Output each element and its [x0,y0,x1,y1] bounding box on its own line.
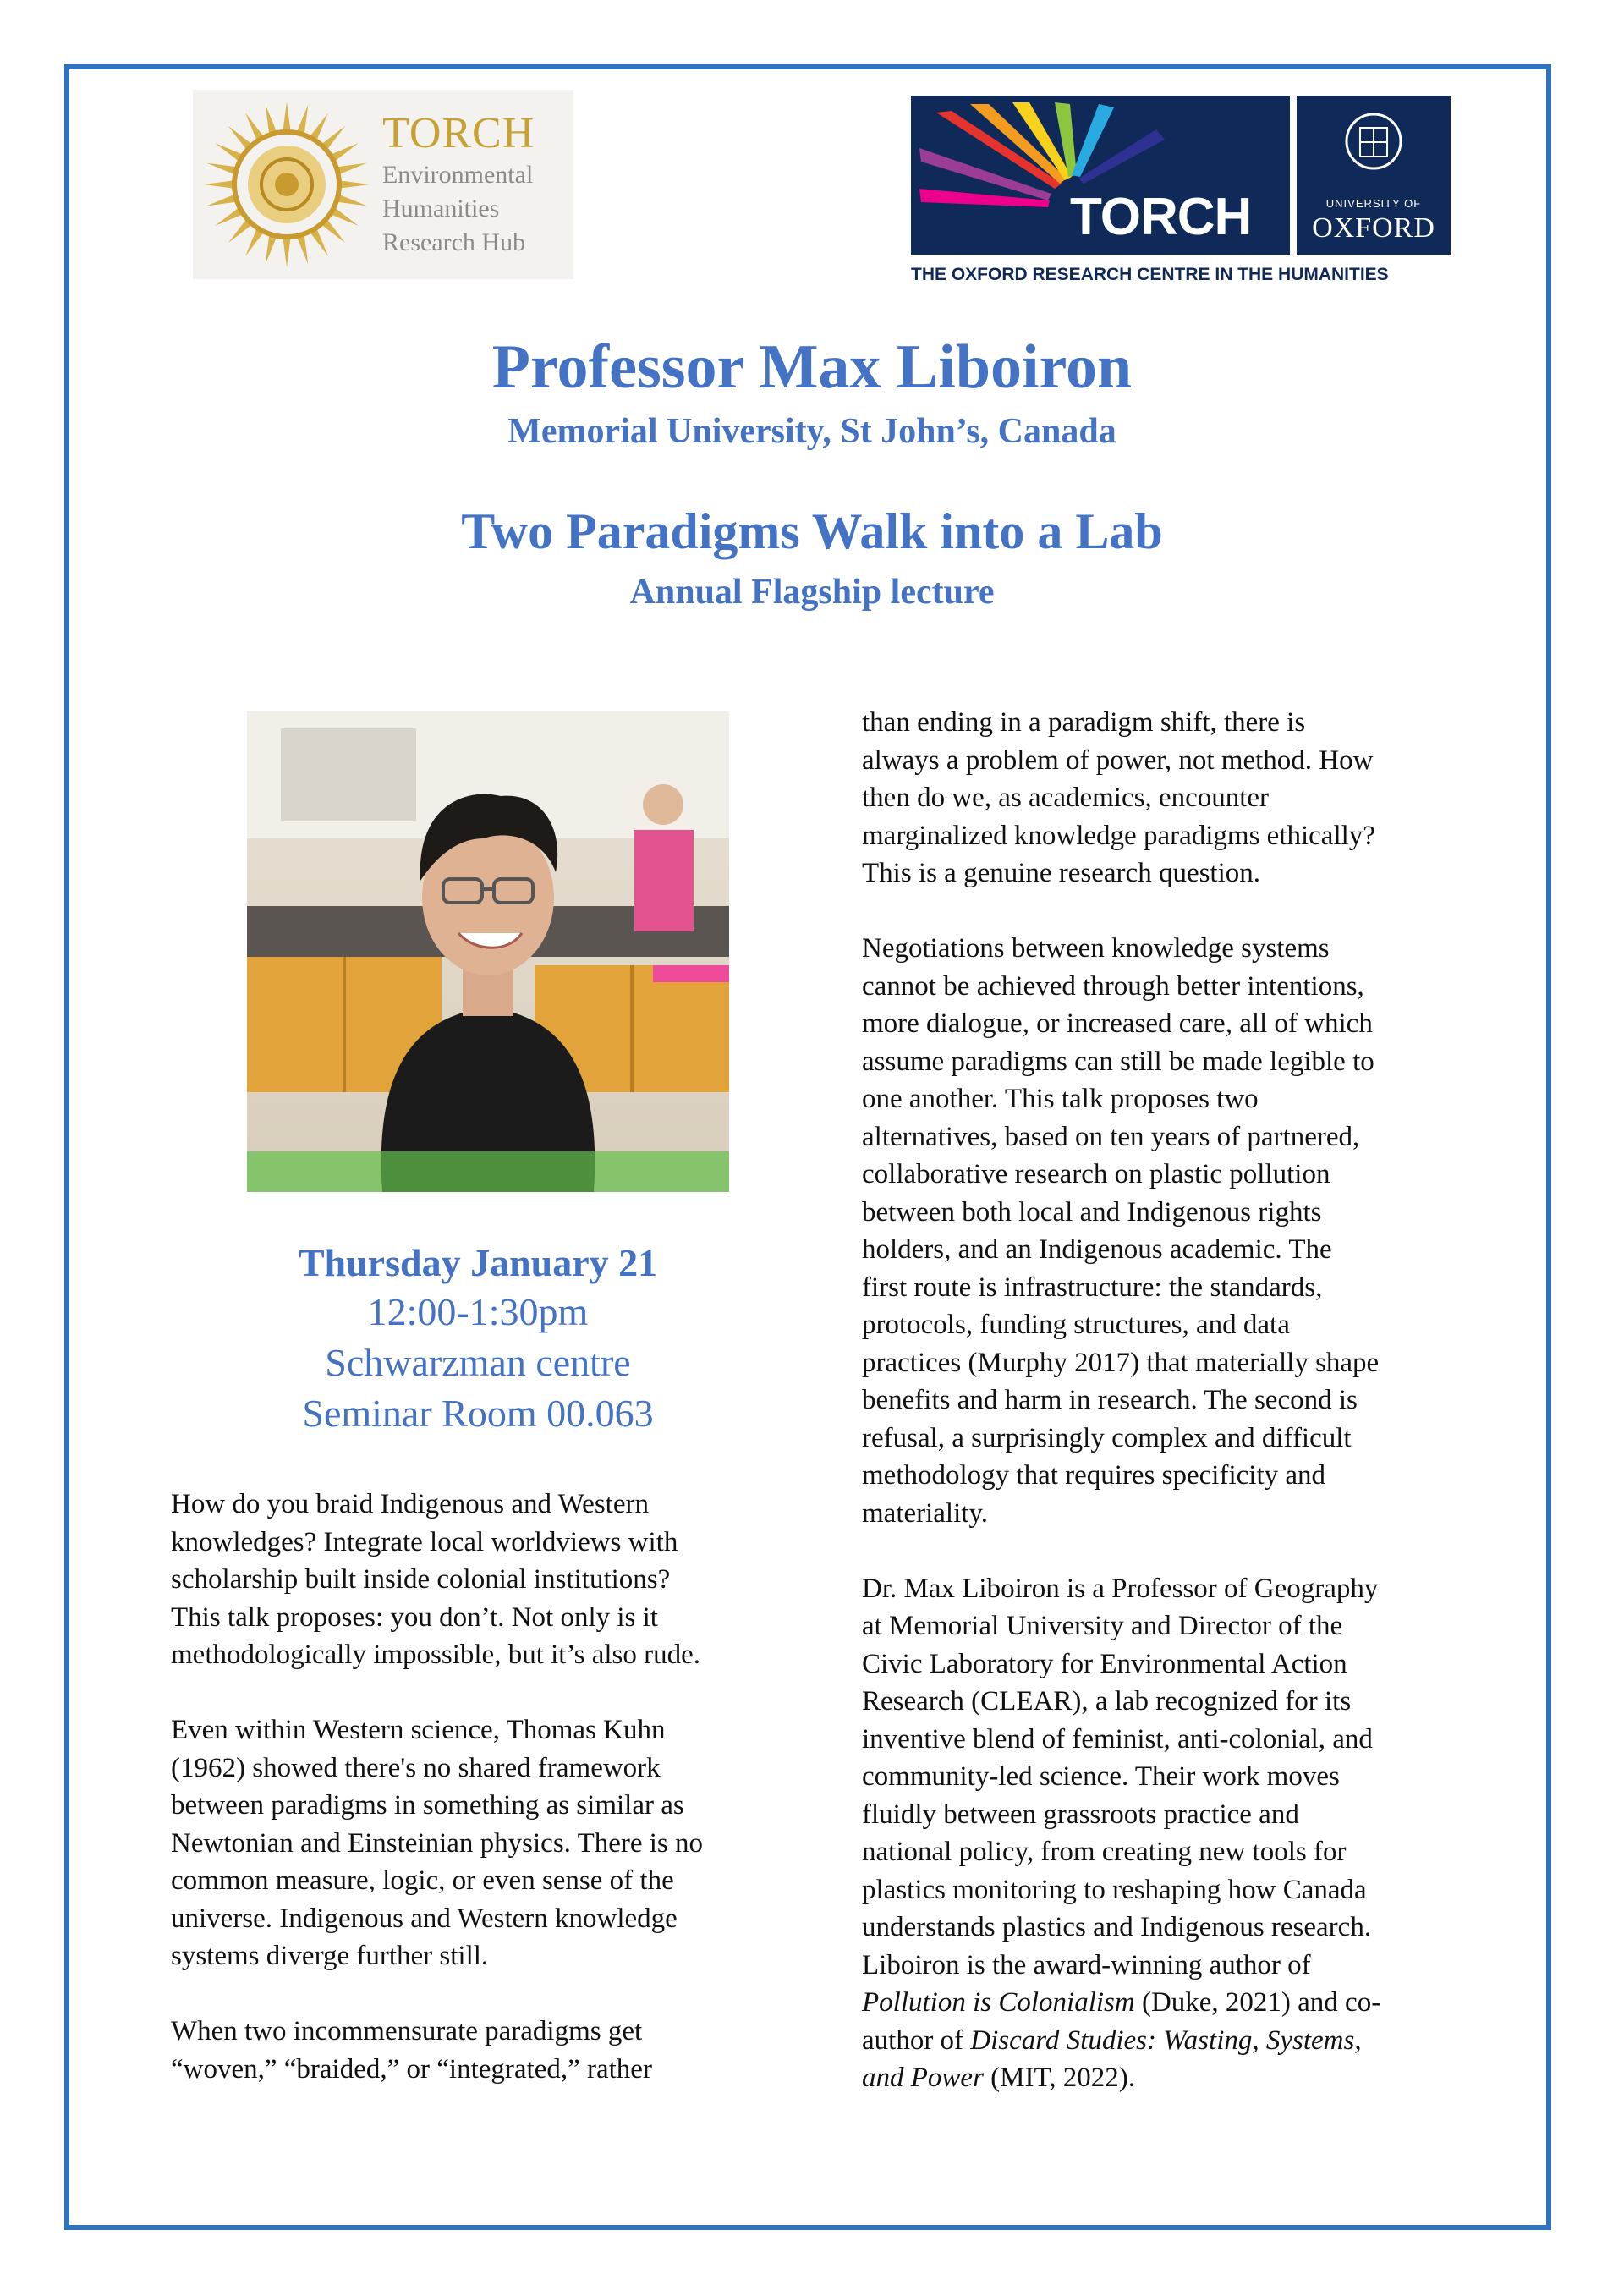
torch-logo-panel [911,96,1290,255]
book-citation-discard: (MIT, 2022). [983,2063,1135,2093]
abstract-left-column [171,1486,780,2088]
speaker-name: Professor Max Liboiron [491,332,1133,402]
book-title-pollution: Pollution is Colonialism [862,1987,1135,2018]
event-date: Thursday January 21 [298,1241,658,1284]
abstract-paragraph-4: than ending in a paradigm shift, there is always a problem of power, not method. How then do we, as academics, encounter marginalized knowledge paradigms ethically? This is a genuine research question. [862,707,1375,888]
book-citation-pollution: (Duke, 2021) and co- [1134,1987,1381,2018]
event-time: 12:00-1:30pm [367,1290,589,1333]
oxford-logo-panel [1297,96,1451,255]
torch-env-humanities-logo [193,90,573,279]
book-title-discard-b: and Power [862,2063,984,2093]
torch-oxford-logo [911,96,1452,290]
speaker-bio [862,1570,1471,2097]
oxford-wordmark: OXFORD [1312,212,1435,244]
abstract-paragraph-3: When two incommensurate paradigms get “woven,” “braided,” or “integrated,” rather [171,2016,652,2085]
golden-sunburst-icon [198,96,376,273]
talk-subtitle: Annual Flagship lecture [629,573,995,612]
torch-wordmark: TORCH [1070,188,1252,246]
speaker-affiliation: Memorial University, St John’s, Canada [508,412,1116,451]
env-hub-line-3: Research Hub [382,228,526,256]
event-room: Seminar Room 00.063 [302,1392,654,1435]
speaker-portrait-photo [247,711,729,1192]
oxford-crest-icon [1345,107,1402,189]
env-hub-line-2: Humanities [382,194,500,222]
abstract-paragraph-1: How do you braid Indigenous and Western knowledges? Integrate local worldviews with scholarship built inside colonial institutions? This talk proposes: you don’t. Not only is it methodologically impossible, but it’s also rude. [171,1489,701,1670]
event-venue: Schwarzman centre [325,1341,631,1384]
bio-text: Dr. Max Liboiron is a Professor of Geography at Memorial University and Director of the Civic Laboratory for Environmental Action Research (CLEAR), a lab recognized for its inventive blend of feminist, anti-colonial, and community-led science. Their work moves fluidly between grassroots practice and national policy, from creating new tools for plastics monitoring to reshaping how Canada understands plastics and Indigenous research. Liboiron is the award-winning author of [862,1573,1379,1980]
env-hub-brand: TORCH [382,109,535,158]
portrait-image [247,711,729,1192]
torch-strapline: THE OXFORD RESEARCH CENTRE IN THE HUMANITIES [911,265,1389,284]
abstract-right-column [862,704,1471,2097]
book-title-discard-a: Discard Studies: Wasting, Systems, [970,2024,1362,2056]
bio-text-coauthor: author of [862,2024,971,2056]
abstract-paragraph-5: Negotiations between knowledge systems cannot be achieved through better intentions, more dialogue, or increased care, all of which assume paradigms can still be made legible to one another. This talk proposes two alternatives, based on ten years of partnered, collaborative research on plastic pollution between both local and Indigenous rights holders, and an Indigenous academic. The first route is infrastructure: the standards, protocols, funding structures, and data practices (Murphy 2017) that materially shape benefits and harm in research. The second is refusal, a surprisingly complex and difficult methodology that requires specificity and materiality. [862,933,1380,1529]
university-of-text: UNIVERSITY OF [1325,197,1422,210]
abstract-paragraph-2: Even within Western science, Thomas Kuhn (1962) showed there's no shared framework between paradigms in something as similar as Newtonian and Einsteinian physics. There is no common measure, logic, or even sense of the universe. Indigenous and Western knowledge systems diverge further still. [171,1715,704,1971]
talk-title: Two Paradigms Walk into a Lab [461,503,1163,559]
env-hub-line-1: Environmental [382,160,534,189]
